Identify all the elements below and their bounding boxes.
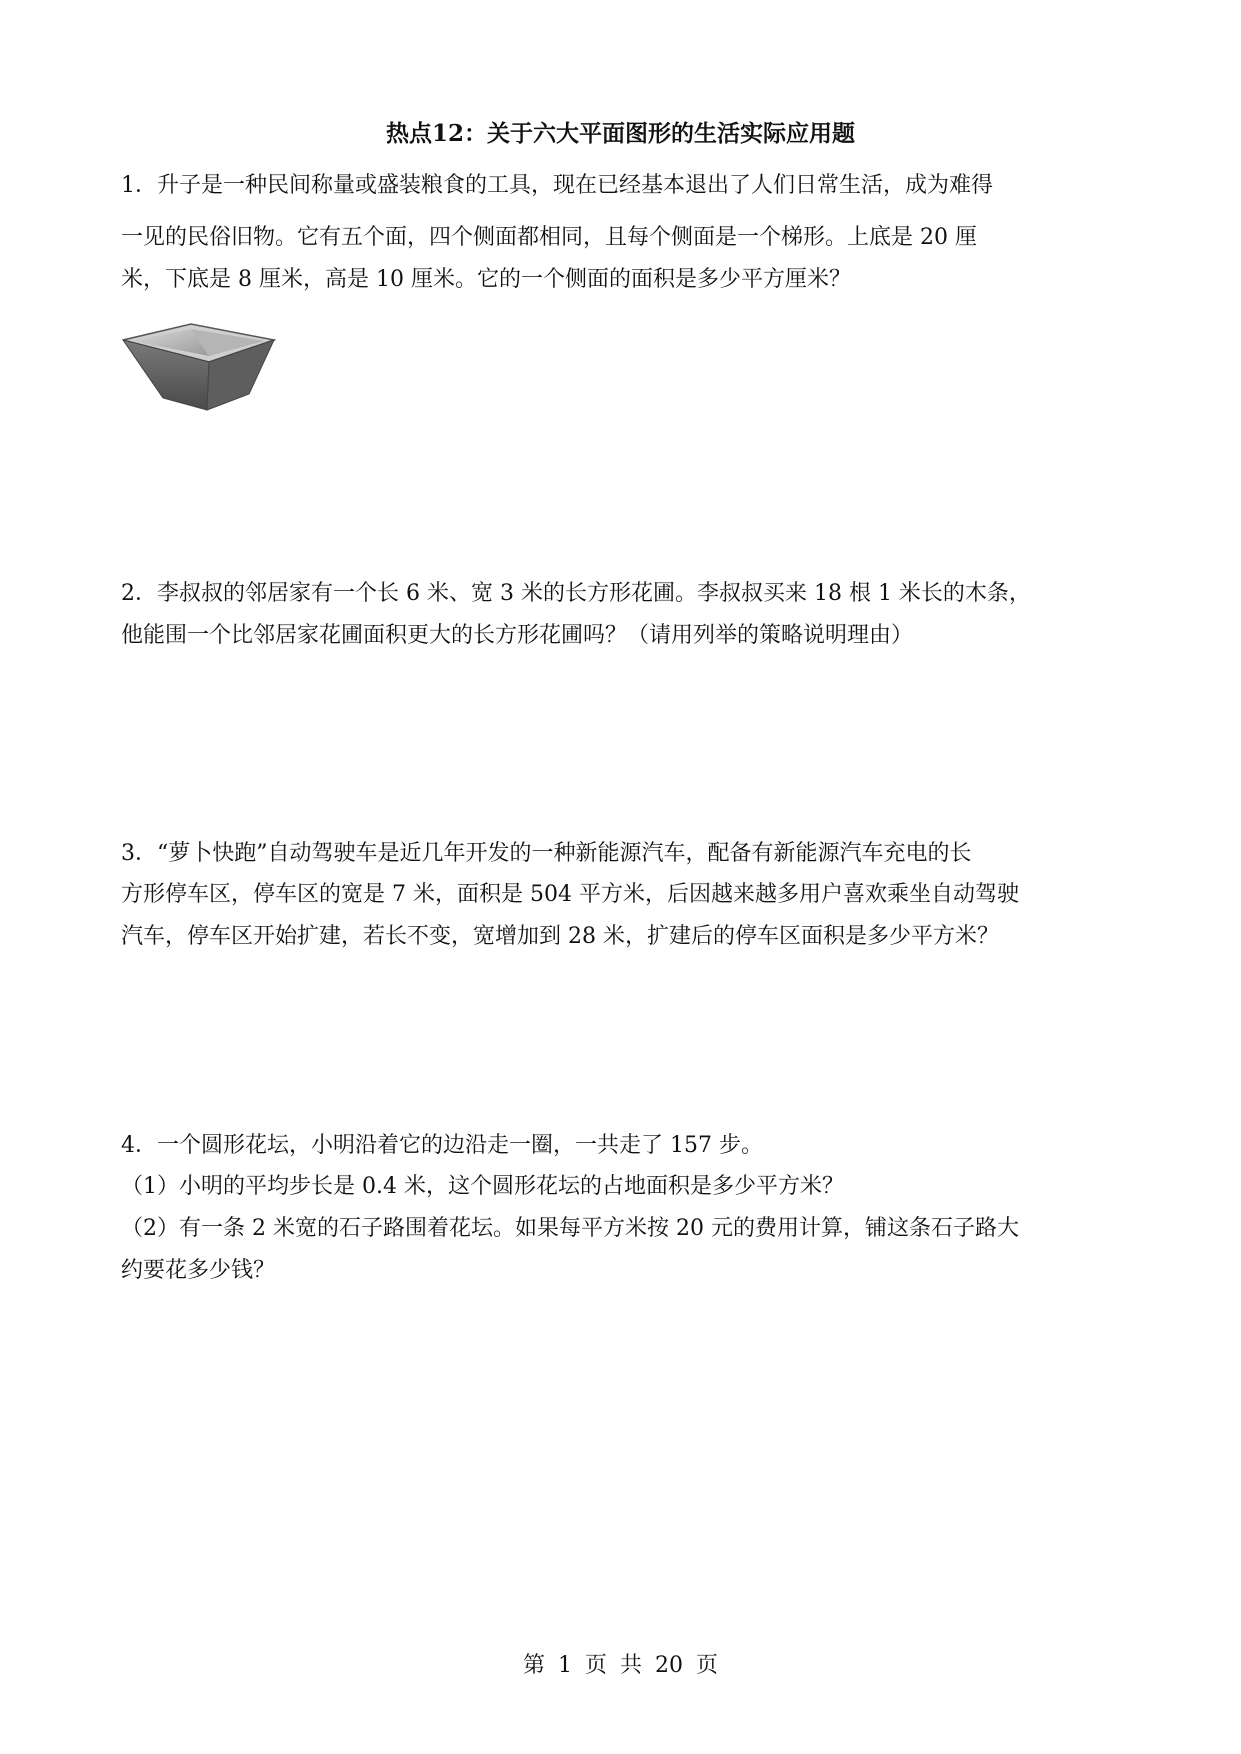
q4-sub-question-2-line-2: 约要花多少钱？ (121, 1258, 276, 1283)
q3-line-1: 3．“萝卜快跑”自动驾驶车是近几年开发的一种新能源汽车，配备有新能源汽车充电的长 (121, 841, 972, 866)
q4-line-1: 4．一个圆形花坛，小明沿着它的边沿走一圈，一共走了 157 步。 (121, 1133, 763, 1158)
q1-line-3: 米，下底是 8 厘米，高是 10 厘米。它的一个侧面的面积是多少平方厘米？ (121, 267, 851, 292)
q4-sub-question-1: （1）小明的平均步长是 0.4 米，这个圆形花坛的占地面积是多少平方米？ (121, 1174, 844, 1199)
q2-line-1: 2．李叔叔的邻居家有一个长 6 米、宽 3 米的长方形花圃。李叔叔买来 18 根 1 米长的木条， (121, 581, 1031, 606)
q4-sub-question-2-line-1: （2）有一条 2 米宽的石子路围着花坛。如果每平方米按 20 元的费用计算，铺这条石子路大 (121, 1216, 1019, 1241)
q3-line-2: 方形停车区，停车区的宽是 7 米，面积是 504 平方米，后因越来越多用户喜欢乘坐自动驾驶 (121, 882, 1019, 907)
q1-line-2: 一见的民俗旧物。它有五个面，四个侧面都相同，且每个侧面是一个梯形。上底是 20 厘 (121, 225, 977, 250)
page-number-footer: 第 1 页 共 20 页 (523, 1653, 718, 1678)
q2-line-2: 他能围一个比邻居家花圃面积更大的长方形花圃吗？（请用列举的策略说明理由） (121, 623, 914, 648)
q3-line-3: 汽车，停车区开始扩建，若长不变，宽增加到 28 米，扩建后的停车区面积是多少平方米？ (121, 924, 999, 949)
q1-line-1: 1．升子是一种民间称量或盛装粮食的工具，现在已经基本退出了人们日常生活，成为难得 (121, 173, 994, 198)
page-title: 热点12：关于六大平面图形的生活实际应用题 (385, 120, 855, 147)
sheng-vessel-image (121, 320, 276, 412)
